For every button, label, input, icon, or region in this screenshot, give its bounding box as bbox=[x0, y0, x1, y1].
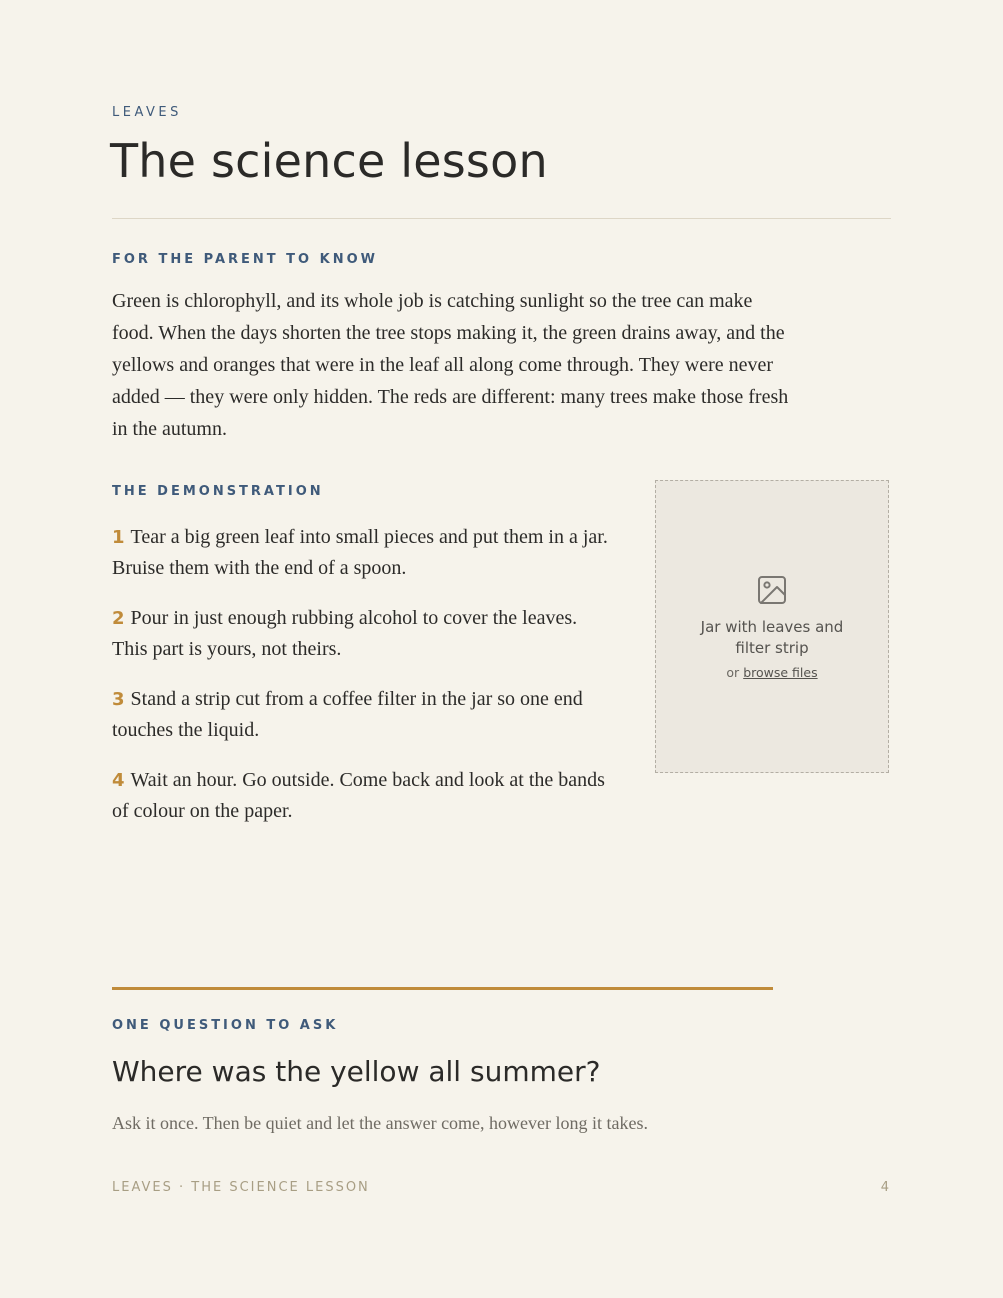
page bbox=[112, 0, 891, 1298]
step-item bbox=[112, 684, 612, 746]
dropzone-content bbox=[656, 575, 888, 680]
question-heading: Where was the yellow all summer? bbox=[112, 1055, 601, 1088]
image-dropzone[interactable] bbox=[655, 480, 889, 773]
step-number: 3 bbox=[112, 689, 125, 710]
footer-page-number: 4 bbox=[880, 1180, 889, 1195]
page-title: The science lesson bbox=[110, 134, 548, 188]
section-kicker: LEAVES bbox=[112, 105, 182, 120]
dropzone-or-text: or bbox=[726, 665, 740, 680]
image-icon bbox=[757, 575, 787, 605]
dropzone-subtext bbox=[656, 665, 888, 680]
step-text: Tear a big green leaf into small pieces and put them in a jar. Bruise them with the end of a spoon. bbox=[112, 526, 608, 579]
step-text: Wait an hour. Go outside. Come back and look at the bands of colour on the paper. bbox=[112, 769, 605, 822]
step-item bbox=[112, 765, 612, 827]
dropzone-caption: Jar with leaves and filter strip bbox=[700, 618, 844, 657]
step-text: Pour in just enough rubbing alcohol to cover the leaves. This part is yours, not theirs. bbox=[112, 607, 578, 660]
browse-files-link[interactable]: browse files bbox=[743, 665, 818, 680]
footer-running-title: LEAVES · THE SCIENCE LESSON bbox=[112, 1180, 370, 1195]
parent-section-label: FOR THE PARENT TO KNOW bbox=[112, 252, 378, 267]
question-note: Ask it once. Then be quiet and let the answer come, however long it takes. bbox=[112, 1113, 649, 1133]
question-section-label: ONE QUESTION TO ASK bbox=[112, 1018, 339, 1033]
step-item bbox=[112, 522, 612, 584]
step-text: Stand a strip cut from a coffee filter in the jar so one end touches the liquid. bbox=[112, 688, 583, 741]
question-divider bbox=[112, 987, 773, 990]
demonstration-label: THE DEMONSTRATION bbox=[112, 484, 324, 499]
header-divider bbox=[112, 218, 891, 219]
demonstration-steps bbox=[112, 522, 612, 846]
step-number: 1 bbox=[112, 527, 125, 548]
step-item bbox=[112, 603, 612, 665]
step-number: 4 bbox=[112, 770, 125, 791]
parent-section-body: Green is chlorophyll, and its whole job is catching sunlight so the tree can make food. When the days shorten the tree stops making it, the green drains away, and the yellows and oranges that were in the leaf all along come through. They were never added — they were only hidden. The reds are different: many trees make those fresh in the autumn. bbox=[112, 290, 789, 440]
step-number: 2 bbox=[112, 608, 125, 629]
